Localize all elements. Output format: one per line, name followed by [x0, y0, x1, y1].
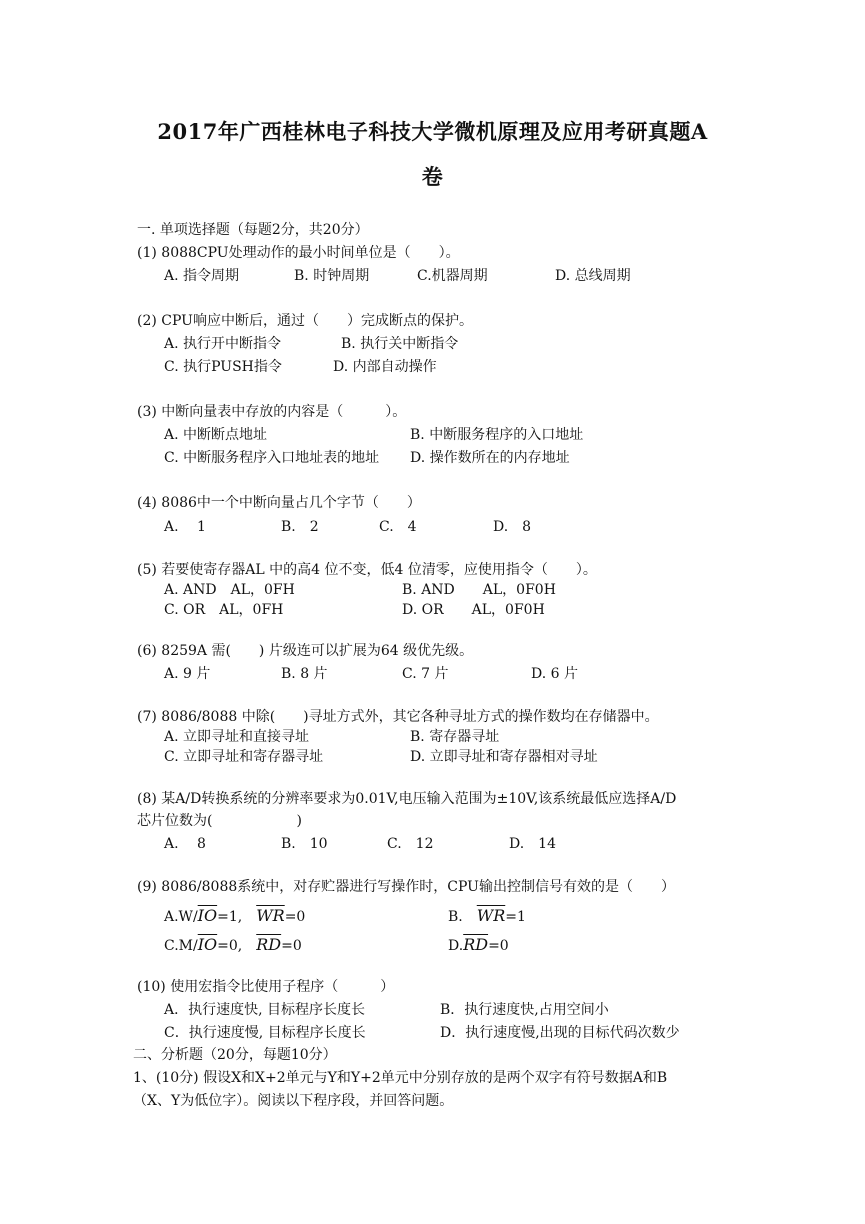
question-10-option-d: D．执行速度慢,出现的目标代码次数少: [440, 1025, 680, 1041]
question-2-option-d: D. 内部自动操作: [333, 359, 437, 375]
document-title: 2017年广西桂林电子科技大学微机原理及应用考研真题A: [157, 119, 708, 144]
problem-1-text: 1、(10分) 假设X和X+2单元与Y和Y+2单元中分别存放的是两个双字有符号数据A和B: [133, 1070, 668, 1086]
question-8-option-c: C. 12: [387, 836, 434, 852]
io-value: =1,: [217, 909, 243, 925]
question-9-option-a: [164, 906, 305, 927]
option-b-prefix: B.: [448, 909, 463, 925]
question-10-stem: (10) 使用宏指令比使用子程序（ ）: [137, 979, 395, 995]
rd-signal: $\overline{RD}$: [463, 935, 489, 954]
question-5-option-d: D. OR AL，0F0H: [402, 602, 545, 618]
question-8-option-b: B. 10: [281, 836, 328, 852]
question-9-option-c: [164, 935, 302, 956]
question-4-option-d: D. 8: [493, 519, 532, 535]
question-1-option-d: D. 总线周期: [555, 268, 631, 284]
question-2-option-a: A. 执行开中断指令: [164, 336, 282, 352]
question-1-option-a: A. 指令周期: [164, 268, 240, 284]
question-3-option-a: A. 中断断点地址: [164, 427, 268, 443]
question-5-option-c: C. OR AL，0FH: [164, 602, 284, 618]
question-7-option-a: A. 立即寻址和直接寻址: [164, 729, 310, 745]
io-signal: $\overline{IO}$: [197, 906, 218, 925]
io-signal: $\overline{IO}$: [197, 935, 218, 954]
question-7-stem: (7) 8086/8088 中除( )寻址方式外，其它各种寻址方式的操作数均在存储器中。: [137, 709, 659, 725]
question-7-option-c: C. 立即寻址和寄存器寻址: [164, 749, 324, 765]
question-6-option-a: A. 9 片: [164, 666, 211, 682]
question-4-option-c: C. 4: [379, 519, 417, 535]
question-6-option-b: B. 8 片: [281, 666, 328, 682]
question-10-option-b: B．执行速度快,占用空间小: [440, 1002, 609, 1018]
question-7-option-b: B. 寄存器寻址: [410, 729, 500, 745]
question-8-stem-continued: 芯片位数为( ): [137, 813, 302, 829]
question-3-option-d: D. 操作数所在的内存地址: [410, 450, 570, 466]
rd-value: =0: [488, 938, 509, 954]
question-2-option-c: C. 执行PUSH指令: [164, 359, 282, 375]
question-9-stem: (9) 8086/8088系统中，对存贮器进行写操作时，CPU输出控制信号有效的是（ ）: [137, 879, 675, 895]
question-2-stem: (2) CPU响应中断后，通过（ ）完成断点的保护。: [137, 313, 473, 329]
question-4-option-a: A. 1: [164, 519, 206, 535]
question-9-option-d: [448, 935, 509, 956]
rd-value: =0: [281, 938, 302, 954]
question-4-option-b: B. 2: [281, 519, 319, 535]
question-7-option-d: D. 立即寻址和寄存器相对寻址: [410, 749, 598, 765]
question-5-option-a: A. AND AL，0FH: [164, 582, 295, 598]
question-2-option-b: B. 执行关中断指令: [341, 336, 459, 352]
question-3-option-b: B. 中断服务程序的入口地址: [410, 427, 584, 443]
question-6-stem: (6) 8259A 需( ) 片级连可以扩展为64 级优先级。: [137, 643, 474, 659]
wr-value: =1: [505, 909, 526, 925]
question-3-stem: (3) 中断向量表中存放的内容是（ ）。: [137, 404, 407, 420]
io-value: =0,: [217, 938, 243, 954]
document-title-continued: 卷: [421, 164, 444, 189]
question-4-stem: (4) 8086中一个中断向量占几个字节（ ）: [137, 495, 421, 511]
question-6-option-d: D. 6 片: [531, 666, 578, 682]
question-10-option-a: A．执行速度快, 目标程序长度长: [164, 1002, 366, 1018]
question-1-option-b: B. 时钟周期: [294, 268, 370, 284]
question-3-option-c: C. 中断服务程序入口地址表的地址: [164, 450, 380, 466]
question-10-option-c: C．执行速度慢, 目标程序长度长: [164, 1025, 366, 1041]
section-heading-analysis: 二、分析题（20分，每题10分）: [133, 1047, 337, 1063]
question-8-option-d: D. 14: [509, 836, 556, 852]
option-a-prefix: A.W/: [164, 909, 198, 925]
question-6-option-c: C. 7 片: [402, 666, 449, 682]
question-5-stem: (5) 若要使寄存器AL 中的高4 位不变，低4 位清零，应使用指令（ ）。: [137, 562, 597, 578]
question-1-option-c: C.机器周期: [417, 268, 488, 284]
question-8-stem: (8) 某A/D转换系统的分辨率要求为0.01V,电压输入范围为±10V,该系统最低应选择A/D: [137, 791, 677, 807]
rd-signal: $\overline{RD}$: [256, 935, 282, 954]
question-5-option-b: B. AND AL，0F0H: [402, 582, 556, 598]
option-d-prefix: D.: [448, 938, 464, 954]
question-1-stem: (1) 8088CPU处理动作的最小时间单位是（ ）。: [137, 245, 460, 261]
option-c-prefix: C.M/: [164, 938, 198, 954]
wr-signal: $\overline{WR}$: [476, 906, 506, 925]
question-8-option-a: A. 8: [164, 836, 206, 852]
problem-1-text-continued: （X、Y为低位字）。阅读以下程序段，并回答问题。: [133, 1093, 454, 1109]
section-heading-single-choice: 一. 单项选择题（每题2分，共20分）: [137, 222, 369, 238]
wr-signal: $\overline{WR}$: [256, 906, 285, 925]
wr-value: =0: [284, 909, 306, 925]
question-9-option-b: [448, 906, 526, 927]
